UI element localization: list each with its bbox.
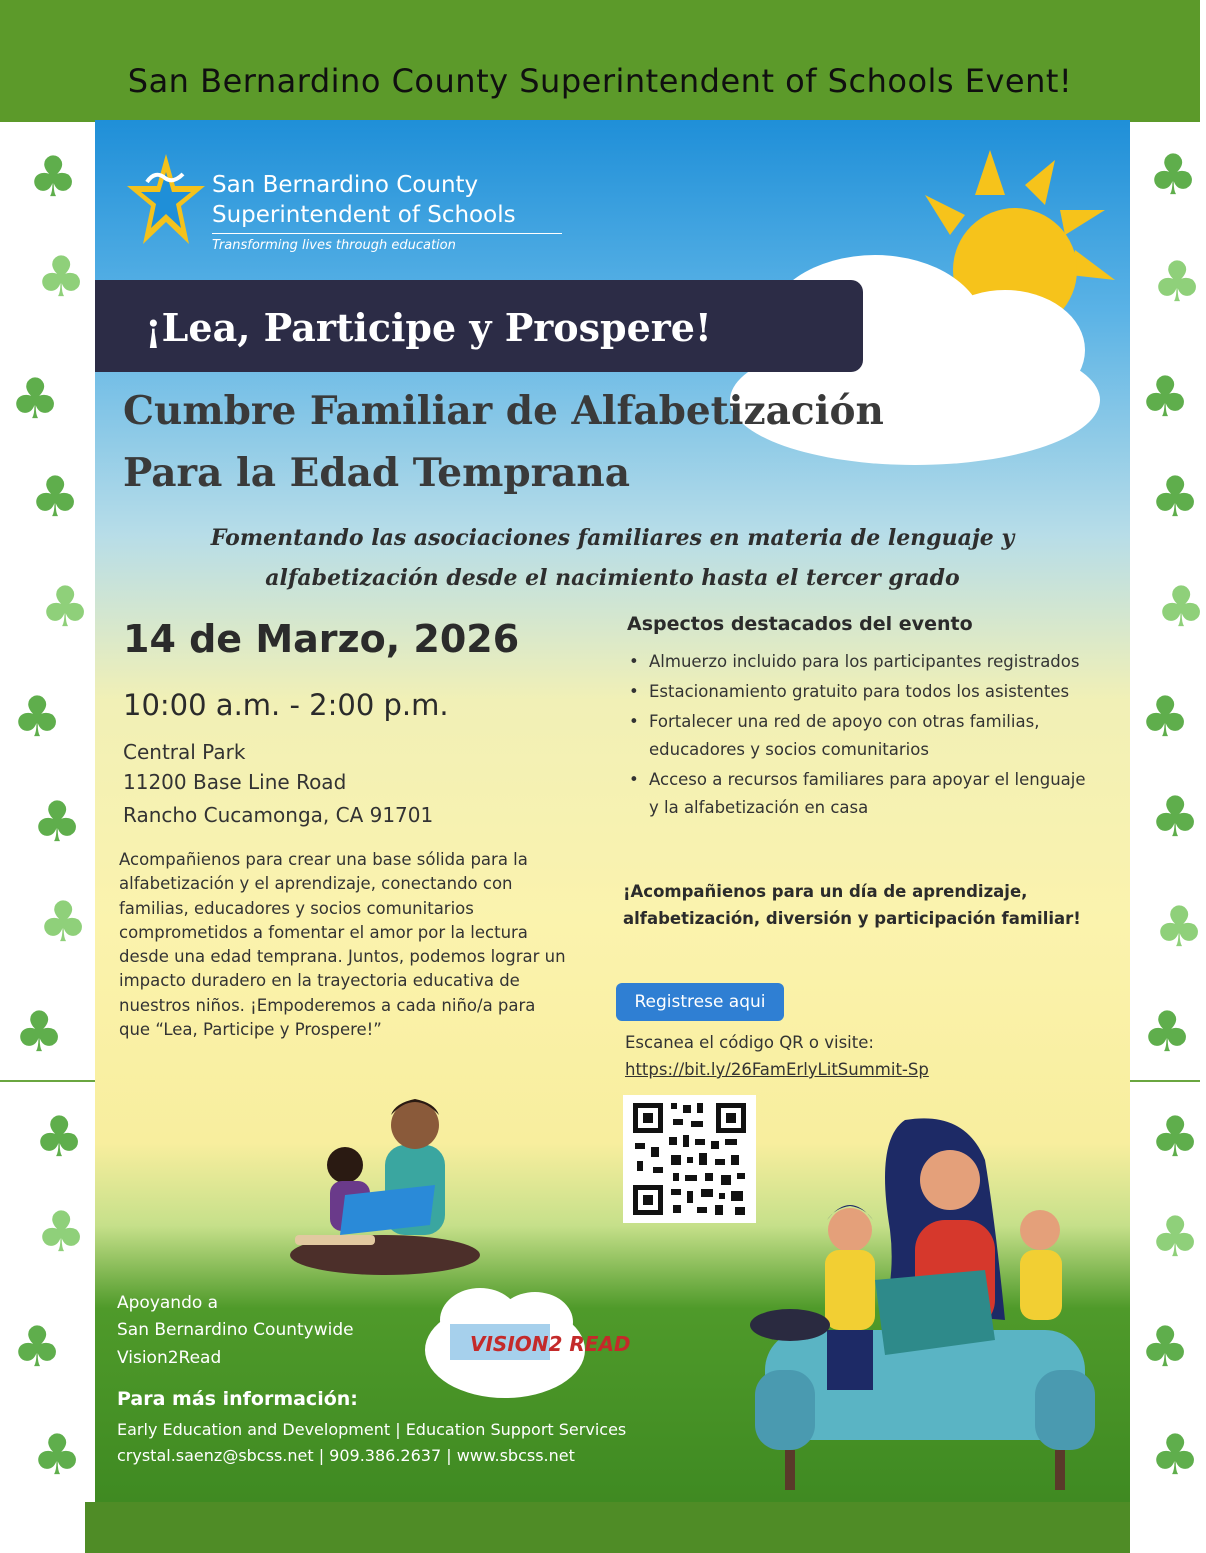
clover-icon: ♣ — [1140, 1315, 1191, 1380]
clover-icon: ♣ — [38, 890, 89, 955]
clover-icon: ♣ — [36, 1200, 87, 1265]
clover-icon: ♣ — [10, 367, 61, 432]
clover-icon: ♣ — [1150, 1105, 1201, 1170]
clover-icon: ♣ — [32, 1423, 83, 1488]
clover-icon: ♣ — [1148, 143, 1199, 208]
clover-icon: ♣ — [30, 465, 81, 530]
clover-icon: ♣ — [12, 1315, 63, 1380]
event-venue: Central Park — [123, 740, 246, 764]
join-text: ¡Acompañienos para un día de aprendizaje, alfabetización, diversión y participación familiar! — [623, 882, 1081, 928]
list-item: • Acceso a recursos familiares para apoyar el lenguaje y la alfabetización en casa — [627, 766, 1097, 822]
tagline-line1: Fomentando las asociaciones familiares en materia de lenguaje y — [210, 525, 1015, 551]
clover-icon: ♣ — [1142, 1000, 1193, 1065]
info-title: Para más información: — [117, 1388, 358, 1410]
headline: ¡Lea, Participe y Prospere! — [145, 305, 712, 350]
clover-icon: ♣ — [1154, 895, 1205, 960]
highlights-title: Aspectos destacados del evento — [627, 613, 973, 635]
clover-icon: ♣ — [1150, 1423, 1201, 1488]
tagline-line2: alfabetización desde el nacimiento hasta el tercer grado — [265, 565, 960, 591]
clover-icon: ♣ — [28, 145, 79, 210]
register-button[interactable]: Registrese aqui — [616, 983, 784, 1021]
logo-tagline: Transforming lives through education — [212, 238, 456, 253]
clover-icon: ♣ — [1156, 575, 1206, 640]
clover-icon: ♣ — [1150, 785, 1201, 850]
support-line2: San Bernardino Countywide — [117, 1320, 354, 1340]
support-line3: Vision2Read — [117, 1348, 222, 1368]
clover-icon: ♣ — [40, 575, 91, 640]
clover-icon: ♣ — [14, 1000, 65, 1065]
registration-link[interactable]: https://bit.ly/26FamErlyLitSummit-Sp — [625, 1060, 929, 1079]
subtitle-line1: Cumbre Familiar de Alfabetización — [123, 388, 884, 434]
star-logo-icon — [125, 152, 207, 252]
top-banner — [0, 0, 1200, 122]
banner-title: San Bernardino County Superintendent of Schools Event! — [127, 62, 1073, 100]
event-street: 11200 Base Line Road — [123, 770, 347, 794]
father-reading-illustration — [285, 1085, 485, 1275]
info-line2: crystal.saenz@sbcss.net | 909.386.2637 | www.sbcss.net — [117, 1446, 575, 1465]
list-item: • Fortalecer una red de apoyo con otras familias, educadores y socios comunitarios — [627, 708, 1097, 764]
clover-icon: ♣ — [32, 790, 83, 855]
logo-name-line2: Superintendent of Schools — [212, 202, 516, 228]
family-reading-illustration — [755, 1120, 1095, 1500]
event-city: Rancho Cucamonga, CA 91701 — [123, 803, 434, 827]
clover-icon: ♣ — [34, 1105, 85, 1170]
clover-icon: ♣ — [12, 685, 63, 750]
clover-icon: ♣ — [1150, 1205, 1201, 1270]
clover-icon: ♣ — [36, 245, 87, 310]
support-line1: Apoyando a — [117, 1293, 219, 1313]
event-flyer — [95, 120, 1130, 1502]
scan-text: Escanea el código QR o visite: — [625, 1033, 874, 1052]
clover-icon: ♣ — [1150, 465, 1201, 530]
vision2read-logo-text: VISION2 READ — [470, 1332, 631, 1356]
clover-icon: ♣ — [1152, 250, 1203, 315]
clover-icon: ♣ — [1140, 685, 1191, 750]
info-line1: Early Education and Development | Education Support Services — [117, 1420, 627, 1439]
logo-name-line1: San Bernardino County — [212, 172, 479, 198]
event-time: 10:00 a.m. - 2:00 p.m. — [123, 688, 449, 722]
event-description: Acompañienos para crear una base sólida para la alfabetización y el aprendizaje, conectando con familias, educadores y socios comunitarios comprometidos a fomentar el amor por la lectura desde una edad temprana. Juntos, podemos lograr un impacto duradero en la trayectoria educativa de nuestros niños. ¡Empoderemos a cada niño/a para que “Lea, Participe y Prospere!” — [119, 850, 566, 1040]
logo-rule — [212, 233, 562, 234]
list-item: • Estacionamiento gratuito para todos los asistentes — [627, 678, 1097, 706]
subtitle-line2: Para la Edad Temprana — [123, 450, 631, 496]
qr-code-icon[interactable] — [623, 1095, 756, 1223]
list-item: • Almuerzo incluido para los participantes registrados — [627, 648, 1097, 676]
bottom-strip — [85, 1502, 1130, 1553]
highlights-list — [627, 648, 1097, 824]
event-date: 14 de Marzo, 2026 — [123, 617, 520, 661]
clover-icon: ♣ — [1140, 365, 1191, 430]
